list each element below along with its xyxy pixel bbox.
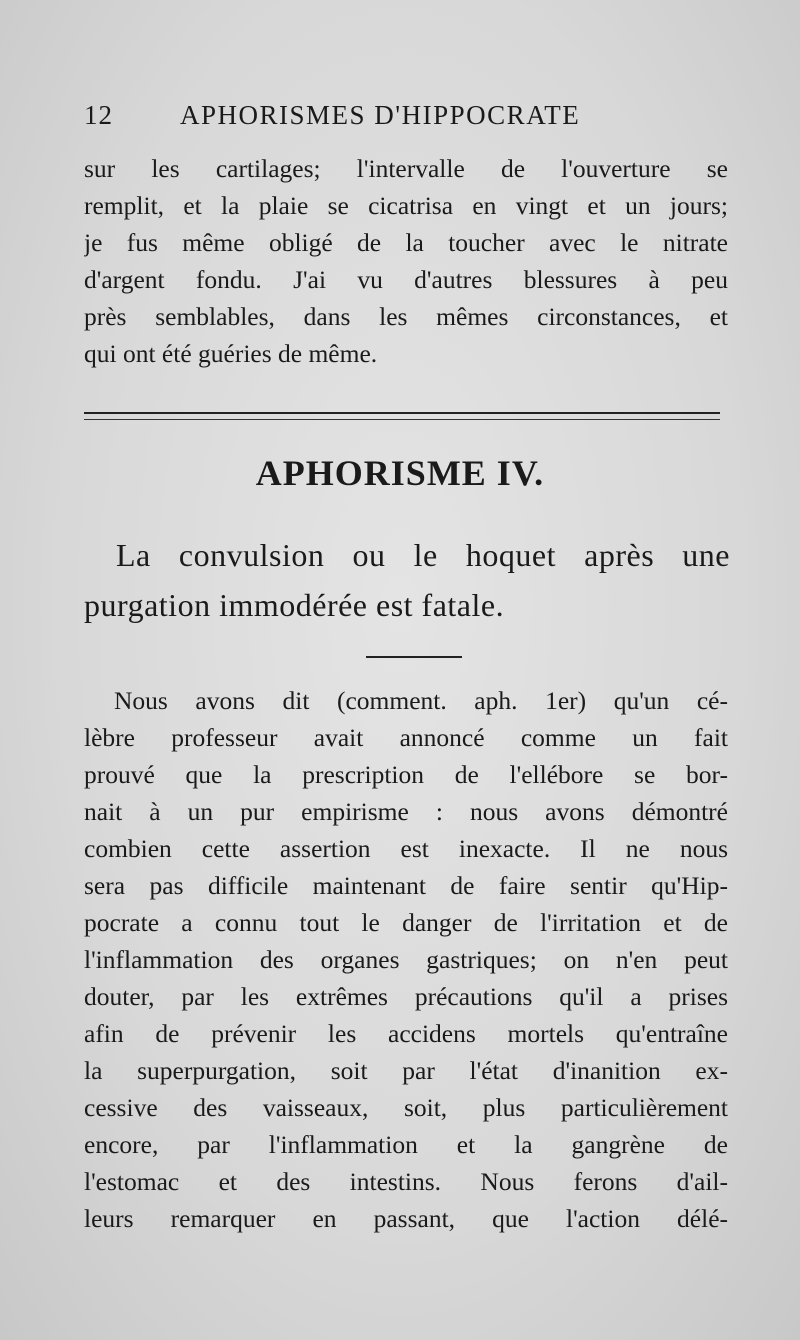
text-line: près semblables, dans les mêmes circonstances, et [84,302,728,331]
text-line: qui ont été guéries de même. [84,339,378,368]
text-line: d'argent fondu. J'ai vu d'autres blessures à peu [84,265,728,294]
text-line: l'inflammation des organes gastriques; on n'en peut [84,945,728,974]
paragraph-continuation [84,150,728,372]
text-line: Nous avons dit (comment. aph. 1er) qu'un cé- [114,686,728,715]
text-line: douter, par les extrêmes précautions qu'il a prises [84,982,728,1011]
aphorism-text [84,530,730,630]
aphorism-line: La convulsion ou le hoquet après une [116,537,730,573]
text-line: l'estomac et des intestins. Nous ferons d'ail- [84,1167,728,1196]
text-line: prouvé que la prescription de l'ellébore se bor- [84,760,728,789]
text-line: afin de prévenir les accidens mortels qu'entraîne [84,1019,728,1048]
text-line: leurs remarquer en passant, que l'action délé- [84,1204,728,1233]
text-line: sera pas difficile maintenant de faire sentir qu'Hip- [84,871,728,900]
page-header [84,100,724,140]
text-line: cessive des vaisseaux, soit, plus particulièrement [84,1093,728,1122]
text-line: lèbre professeur avait annoncé comme un fait [84,723,728,752]
text-line: pocrate a connu tout le danger de l'irritation et de [84,908,728,937]
short-divider [366,656,462,658]
section-divider [84,412,720,420]
aphorism-line: purgation immodérée est fatale. [84,587,505,623]
text-line: sur les cartilages; l'intervalle de l'ouverture se [84,154,728,183]
text-line: remplit, et la plaie se cicatrisa en vingt et un jours; [84,191,728,220]
page-number: 12 [84,100,113,130]
text-line: je fus même obligé de la toucher avec le nitrate [84,228,728,257]
running-title: APHORISMES D'HIPPOCRATE [180,100,581,130]
text-line: nait à un pur empirisme : nous avons démontré [84,797,728,826]
text-line: la superpurgation, soit par l'état d'inanition ex- [84,1056,728,1085]
commentary-paragraph [84,682,728,1237]
text-line: encore, par l'inflammation et la gangrène de [84,1130,728,1159]
text-line: combien cette assertion est inexacte. Il ne nous [84,834,728,863]
aphorism-title: APHORISME IV. [255,453,545,493]
